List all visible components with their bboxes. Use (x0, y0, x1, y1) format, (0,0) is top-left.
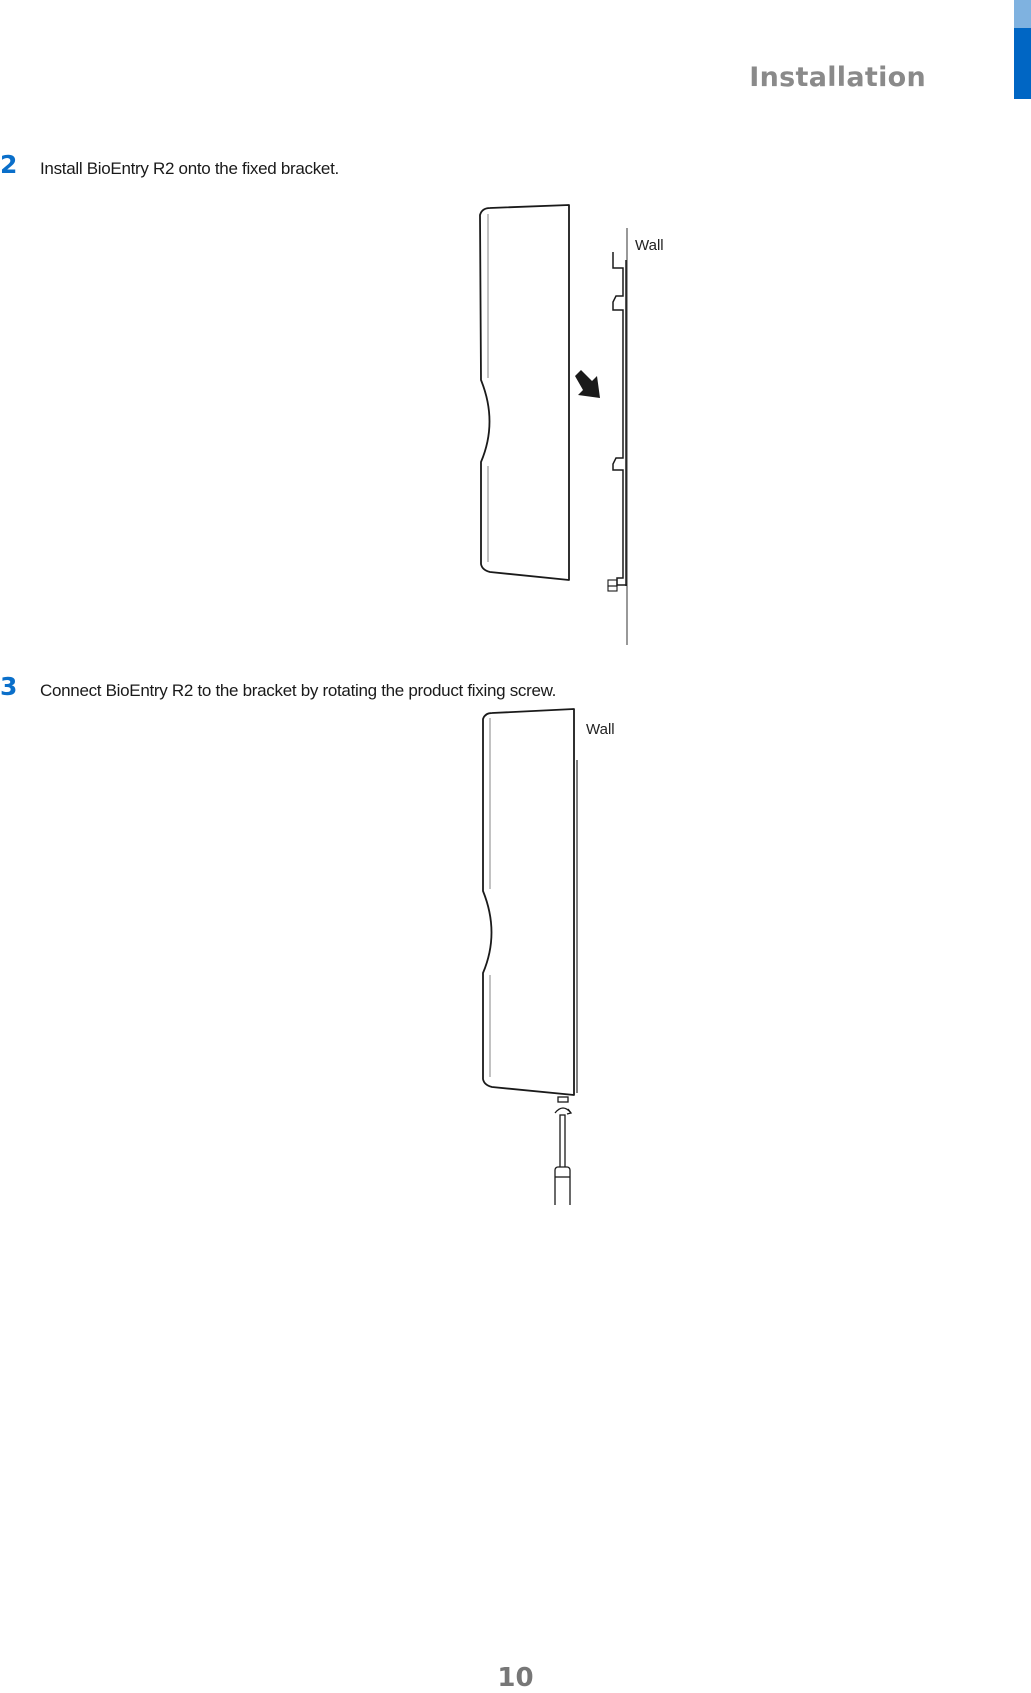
figure-mount-onto-bracket (470, 200, 690, 650)
wall-label: Wall (635, 237, 664, 254)
step-number: 3 (0, 672, 18, 701)
device-side-view (480, 205, 569, 580)
section-tab-light (1014, 0, 1031, 28)
wall-bracket (608, 252, 627, 591)
step-instruction: Install BioEntry R2 onto the fixed bracket. (40, 159, 339, 178)
wall-label: Wall (586, 721, 615, 738)
insert-direction-arrow (575, 370, 600, 398)
section-tab-dark (1014, 28, 1031, 99)
figure-fixing-screw (470, 705, 690, 1205)
page-number: 10 (497, 1663, 534, 1693)
device-side-view (483, 709, 574, 1095)
step-number: 2 (0, 150, 18, 179)
step-instruction: Connect BioEntry R2 to the bracket by rotating the product fixing screw. (40, 681, 557, 700)
section-title: Installation (749, 62, 926, 93)
screwdriver-icon (555, 1097, 571, 1205)
